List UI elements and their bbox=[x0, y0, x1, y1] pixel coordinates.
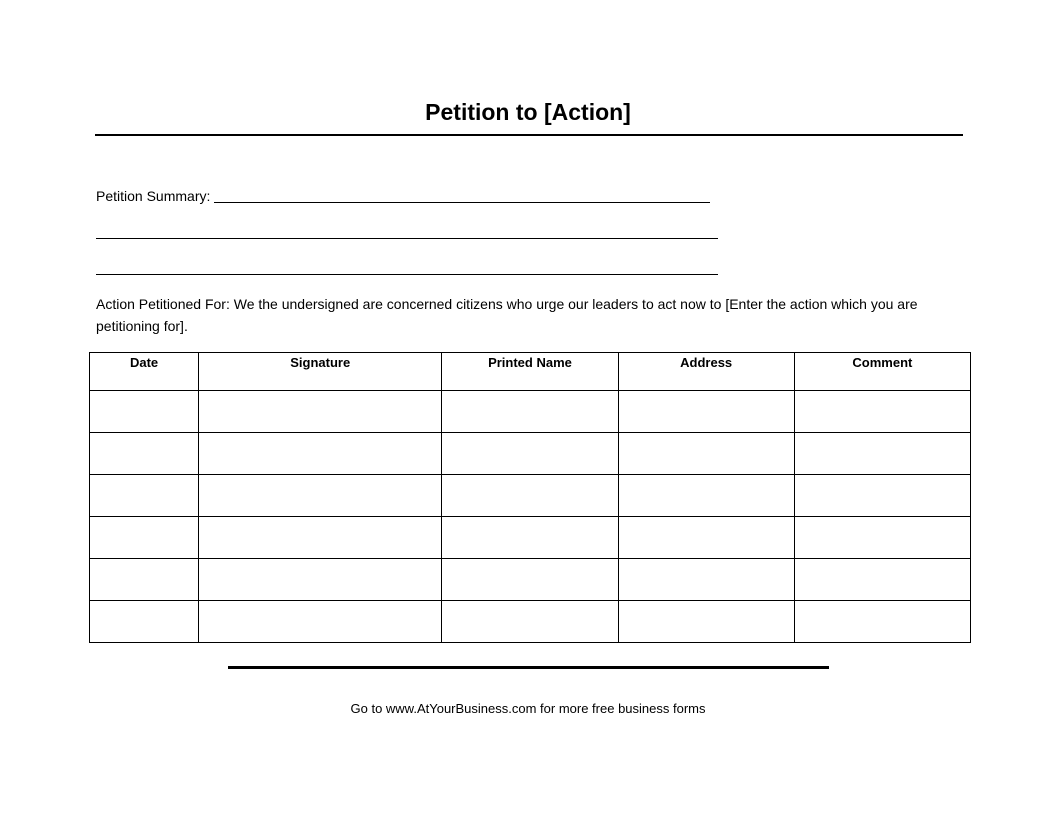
printed-name-cell[interactable] bbox=[442, 601, 618, 643]
address-cell[interactable] bbox=[618, 517, 794, 559]
action-text: Action Petitioned For: We the undersigned are concerned citizens who urge our leaders to act now to [Enter the action which you are petitioning for]. bbox=[96, 296, 918, 334]
date-cell[interactable] bbox=[90, 475, 199, 517]
printed-name-cell[interactable] bbox=[442, 391, 618, 433]
column-header-comment: Comment bbox=[794, 353, 970, 391]
column-header-signature: Signature bbox=[199, 353, 442, 391]
date-cell[interactable] bbox=[90, 517, 199, 559]
summary-row bbox=[96, 187, 710, 205]
signature-cell[interactable] bbox=[199, 559, 442, 601]
address-cell[interactable] bbox=[618, 559, 794, 601]
printed-name-cell[interactable] bbox=[442, 433, 618, 475]
summary-blank-line[interactable] bbox=[96, 274, 718, 275]
footer-rule bbox=[228, 666, 829, 669]
column-header-date: Date bbox=[90, 353, 199, 391]
date-cell[interactable] bbox=[90, 559, 199, 601]
printed-name-cell[interactable] bbox=[442, 475, 618, 517]
column-header-printed-name: Printed Name bbox=[442, 353, 618, 391]
printed-name-cell[interactable] bbox=[442, 559, 618, 601]
signature-cell[interactable] bbox=[199, 517, 442, 559]
signature-table bbox=[89, 352, 971, 643]
address-cell[interactable] bbox=[618, 391, 794, 433]
footer-text: Go to www.AtYourBusiness.com for more free business forms bbox=[350, 701, 706, 716]
comment-cell[interactable] bbox=[794, 391, 970, 433]
table-row bbox=[90, 475, 971, 517]
comment-cell[interactable] bbox=[794, 559, 970, 601]
comment-cell[interactable] bbox=[794, 601, 970, 643]
comment-cell[interactable] bbox=[794, 517, 970, 559]
signature-cell[interactable] bbox=[199, 391, 442, 433]
summary-line[interactable] bbox=[214, 202, 710, 203]
table-row bbox=[90, 601, 971, 643]
page-title: Petition to [Action] bbox=[425, 99, 631, 125]
address-cell[interactable] bbox=[618, 601, 794, 643]
address-cell[interactable] bbox=[618, 433, 794, 475]
summary-blank-line[interactable] bbox=[96, 238, 718, 239]
date-cell[interactable] bbox=[90, 601, 199, 643]
title-rule bbox=[95, 134, 963, 136]
address-cell[interactable] bbox=[618, 475, 794, 517]
column-header-address: Address bbox=[618, 353, 794, 391]
summary-label: Petition Summary: bbox=[96, 188, 211, 204]
table-row bbox=[90, 559, 971, 601]
table-row bbox=[90, 391, 971, 433]
signature-cell[interactable] bbox=[199, 601, 442, 643]
table-header-row bbox=[90, 353, 971, 391]
date-cell[interactable] bbox=[90, 433, 199, 475]
signature-cell[interactable] bbox=[199, 433, 442, 475]
printed-name-cell[interactable] bbox=[442, 517, 618, 559]
signature-cell[interactable] bbox=[199, 475, 442, 517]
comment-cell[interactable] bbox=[794, 475, 970, 517]
table-row bbox=[90, 517, 971, 559]
comment-cell[interactable] bbox=[794, 433, 970, 475]
table-row bbox=[90, 433, 971, 475]
date-cell[interactable] bbox=[90, 391, 199, 433]
